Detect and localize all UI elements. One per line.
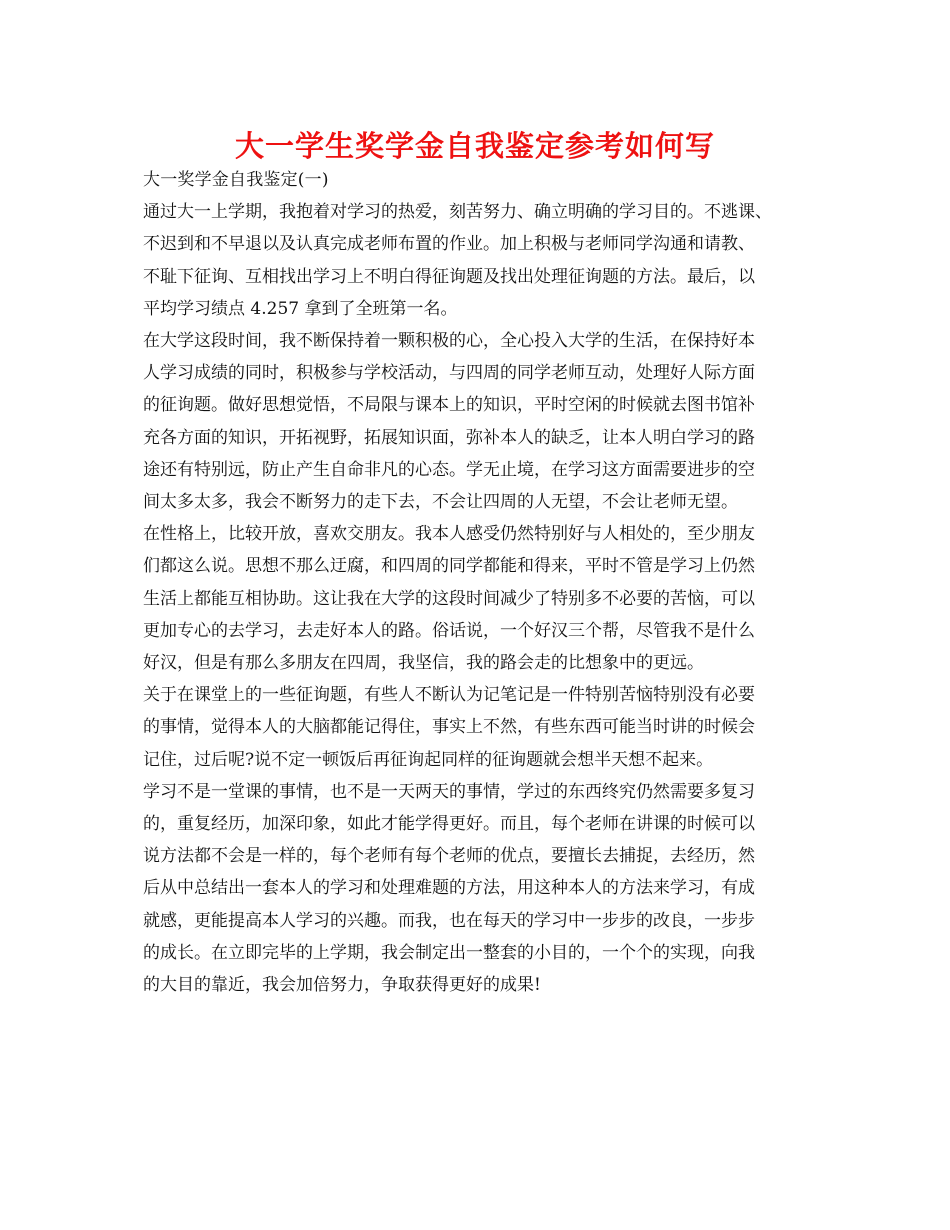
text-line: 关于在课堂上的一些征询题，有些人不断认为记笔记是一件特别苦恼特别没有必要 [143, 685, 755, 706]
text-line: 不迟到和不早退以及认真完成老师布置的作业。加上积极与老师同学沟通和请教、 [143, 234, 755, 255]
text-line: 的成长。在立即完毕的上学期，我会制定出一整套的小目的，一个个的实现，向我 [143, 942, 755, 963]
paragraph-5 [143, 776, 833, 1001]
text-line: 好汉，但是有那么多朋友在四周，我坚信，我的路会走的比想象中的更远。 [143, 653, 704, 674]
text-line: 的征询题。做好思想觉悟，不局限与课本上的知识，平时空闲的时候就去图书馆补 [143, 395, 755, 416]
text-line: 人学习成绩的同时，积极参与学校活动，与四周的同学老师互动，处理好人际方面 [143, 363, 755, 384]
text-line: 记住，过后呢?说不定一顿饭后再征询起同样的征询题就会想半天想不起来。 [143, 749, 714, 770]
text-line: 在性格上，比较开放，喜欢交朋友。我本人感受仍然特别好与人相处的，至少朋友 [143, 524, 755, 545]
document-subtitle: 大一奖学金自我鉴定(一) [143, 170, 329, 190]
text-line: 的事情，觉得本人的大脑都能记得住，事实上不然，有些东西可能当时讲的时候会 [143, 717, 755, 738]
text-line: 生活上都能互相协助。这让我在大学的这段时间减少了特别多不必要的苦恼，可以 [143, 588, 755, 609]
text-line: 的大目的靠近，我会加倍努力，争取获得更好的成果! [143, 975, 541, 996]
text-line: 就感，更能提高本人学习的兴趣。而我，也在每天的学习中一步步的改良，一步步 [143, 910, 755, 931]
text-line: 们都这么说。思想不那么迂腐，和四周的同学都能和得来，平时不管是学习上仍然 [143, 556, 755, 577]
text-line: 的，重复经历，加深印象，如此才能学得更好。而且，每个老师在讲课的时候可以 [143, 814, 755, 835]
text-line: 在大学这段时间，我不断保持着一颗积极的心，全心投入大学的生活，在保持好本 [143, 331, 755, 352]
document-body [143, 164, 833, 1001]
text-line: 更加专心的去学习，去走好本人的路。俗话说，一个好汉三个帮，尽管我不是什么 [143, 620, 755, 641]
text-line: 途还有特别远，防止产生自命非凡的心态。学无止境，在学习这方面需要进步的空 [143, 459, 755, 480]
text-line: 不耻下征询、互相找出学习上不明白得征询题及找出处理征询题的方法。最后，以 [143, 266, 755, 287]
text-line: 后从中总结出一套本人的学习和处理难题的方法，用这种本人的方法来学习，有成 [143, 878, 755, 899]
text-line: 学习不是一堂课的事情，也不是一天两天的事情，学过的东西终究仍然需要多复习 [143, 781, 755, 802]
paragraph-1 [143, 196, 833, 325]
paragraph-4 [143, 679, 833, 776]
paragraph-3 [143, 518, 833, 679]
paragraph-2 [143, 325, 833, 518]
text-line: 间太多太多，我会不断努力的走下去，不会让四周的人无望，不会让老师无望。 [143, 492, 738, 513]
text-line: 平均学习绩点 4.257 拿到了全班第一名。 [143, 298, 458, 319]
text-line: 说方法都不会是一样的，每个老师有每个老师的优点，要擅长去捕捉，去经历，然 [143, 846, 755, 867]
text-line: 通过大一上学期，我抱着对学习的热爱，刻苦努力、确立明确的学习目的。不逃课、 [143, 202, 772, 223]
text-line: 充各方面的知识，开拓视野，拓展知识面，弥补本人的缺乏，让本人明白学习的路 [143, 427, 755, 448]
document-title: 大一学生奖学金自我鉴定参考如何写 [234, 129, 715, 163]
